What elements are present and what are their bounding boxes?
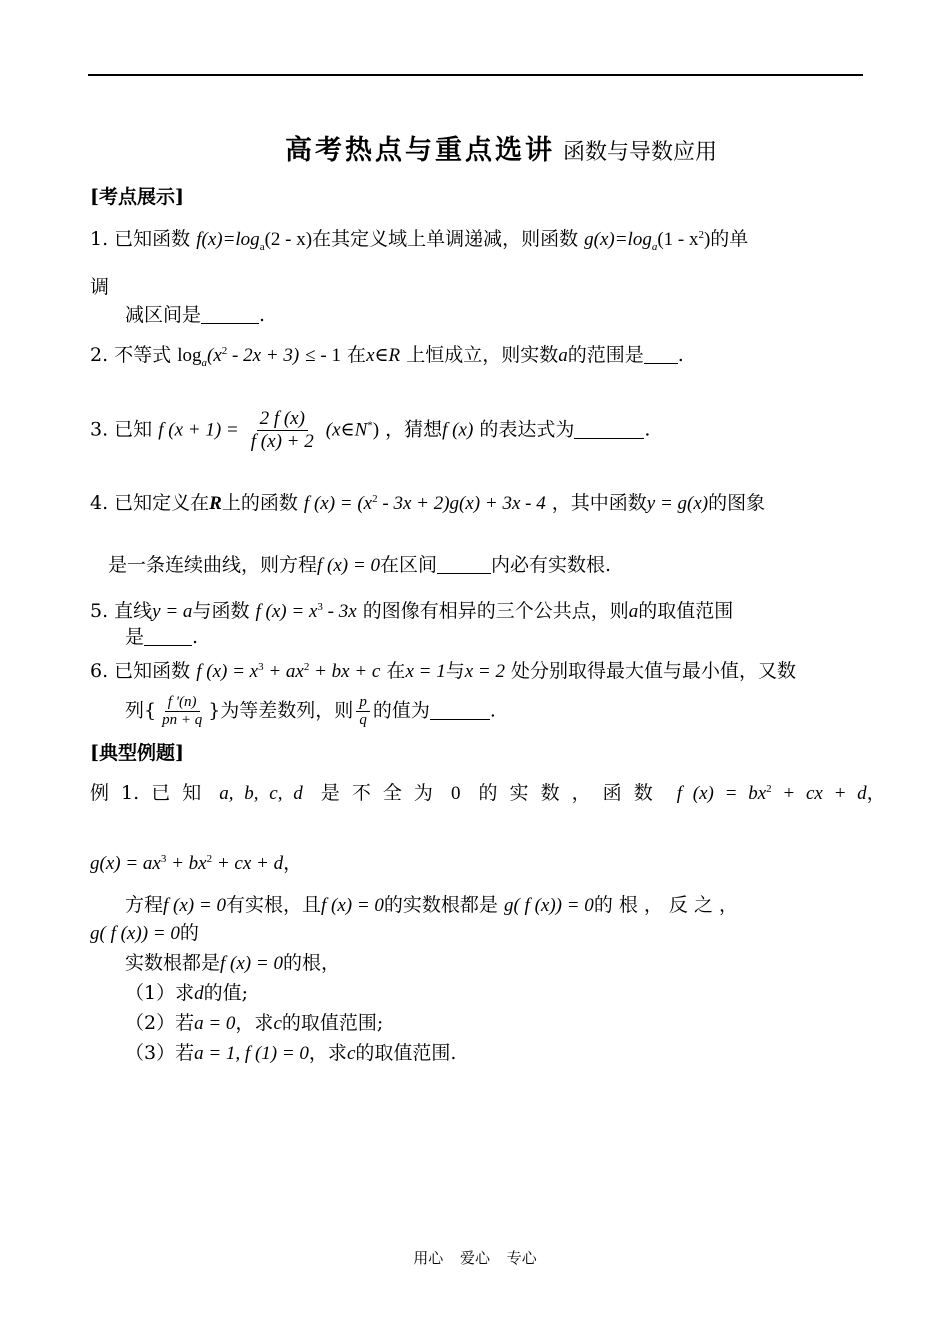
problem-1-line-3: 减区间是 . — [125, 304, 266, 326]
fraction-p-over-q: $\frac{p}{q}$ — [356, 694, 370, 729]
example-1-line-3: 方程f (x) = 0有实根，且f (x) = 0的实数根都是 g( f (x)) = 0的 根 ， 反 之 ， — [125, 894, 739, 916]
answer-blank — [437, 553, 491, 574]
problem-1-line-2: 调 — [90, 276, 110, 298]
example-1-line-5: 实数根都是f (x) = 0的根， — [125, 952, 340, 974]
problem-2: 2. 不等式 $\log_a(x^2 - 2x + 3)$ ≤ - 1 在x∈R 上恒成立，则实数a的范围是 . — [90, 344, 684, 369]
example-1-question-3: （3）若a = 1, f (1) = 0，求c的取值范围. — [125, 1042, 457, 1064]
problem-5-line-2: 是 . — [125, 626, 199, 648]
fraction: $\frac{2 f (x)}{f (x) + 2}$ — [250, 408, 314, 452]
header-rule — [88, 74, 863, 76]
section-key-points: [考点展示] — [90, 186, 184, 208]
section-examples: [典型例题] — [90, 742, 184, 764]
example-1-line-4: g( f (x)) = 0的 — [90, 922, 199, 944]
problem-6-line-1: 6. 已知函数 f $(x) = x^3 + ax^2$ + bx + c 在x = 1与x = 2 处分别取得最大值与最小值，又数 — [90, 660, 797, 682]
answer-blank — [430, 699, 490, 720]
page-footer: 用心 爱心 专心 — [413, 1249, 537, 1267]
answer-blank — [201, 303, 259, 324]
problem-3: 3. 已知 f (x + 1) = $\frac{2 f (x)}{f (x) + 2}$ (x∈N*) ，猜想f (x) 的表达式为 . — [90, 408, 651, 452]
answer-blank — [644, 343, 678, 364]
problem-4-line-2: 是一条连续曲线，则方程f (x) = 0在区间 内必有实数根. — [108, 554, 612, 576]
answer-blank — [144, 625, 192, 646]
page-title: 高考热点与重点选讲 函数与导数应用 — [285, 135, 718, 166]
problem-6-line-2: 列{ $\frac{f '(n)}{pn + q}$ }为等差数列，则 $\frac{p}{q}$ 的值为 . — [125, 694, 496, 728]
example-1-question-1: （1）求d的值; — [125, 982, 248, 1004]
example-1-line-1: 例 1. 已 知 a, b, c, d 是 不 全 为 0 的 实 数 ， 函 数 f $(x) = bx^2$ + cx + d， — [90, 782, 886, 804]
problem-5-line-1: 5. 直线y = a与函数 f $(x) = x^3 - 3x$ 的图像有相异的三个公共点，则a的取值范围 — [90, 600, 734, 622]
answer-blank — [574, 418, 644, 439]
problem-1-line-1: 1. 已知函数 $f(x)=\log_a(2 - x)$在其定义域上单调递减，则函数 $g(x)=\log_a(1 - x^2)$的单 — [90, 228, 749, 253]
example-1-question-2: （2）若a = 0，求c的取值范围; — [125, 1012, 384, 1034]
example-1-line-2: $g(x) = ax^3 + bx^2$ + cx + d， — [90, 852, 303, 874]
fraction: $\frac{f '(n)}{pn + q}$ — [162, 694, 203, 728]
problem-4-line-1: 4. 已知定义在R上的函数 f $(x) = (x^2 - 3x + 2)g(x) + 3x - 4$ ，其中函数y = g(x)的图象 — [90, 492, 766, 514]
